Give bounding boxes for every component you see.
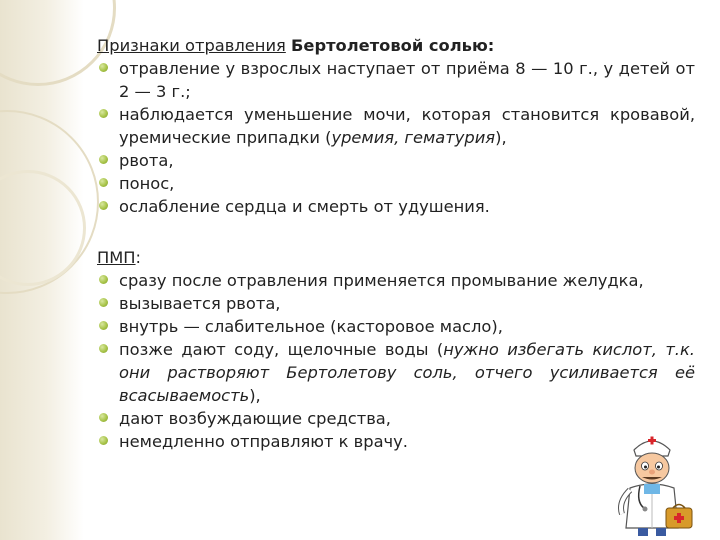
- list-item: ослабление сердца и смерть от удушения.: [97, 195, 695, 218]
- list-item: понос,: [97, 172, 695, 195]
- poisoning-signs-list: [97, 57, 695, 218]
- heading-underlined-text: ПМП: [97, 248, 136, 267]
- list-item: внутрь — слабительное (касторовое масло),: [97, 315, 695, 338]
- list-item: вызывается рвота,: [97, 292, 695, 315]
- italic-note: нужно избегать кислот, т.к. они растворяют Бертолетову соль, отчего усиливается её всасываемость: [119, 340, 695, 405]
- list-item: позже дают соду, щелочные воды (нужно избегать кислот, т.к. они растворяют Бертолетову соль, отчего усиливается её всасываемость),: [97, 338, 695, 407]
- heading-underlined-text: Признаки отравления: [97, 36, 286, 55]
- heading-bold-text: Бертолетовой солью:: [291, 36, 495, 55]
- poisoning-signs-heading: [97, 34, 695, 57]
- list-item: рвота,: [97, 149, 695, 172]
- first-aid-heading: ПМП:: [97, 248, 142, 267]
- list-item: отравление у взрослых наступает от приёма 8 — 10 г., у детей от 2 — 3 г.;: [97, 57, 695, 103]
- slide-content: [97, 34, 695, 453]
- list-item: немедленно отправляют к врачу.: [97, 430, 695, 453]
- italic-terms: уремия, гематурия: [331, 128, 496, 147]
- list-item: сразу после отравления применяется промывание желудка,: [97, 269, 695, 292]
- first-aid-list: [97, 269, 695, 453]
- list-item: наблюдается уменьшение мочи, которая становится кровавой, уремические припадки (уремия, гематурия),: [97, 103, 695, 149]
- doctor-cartoon-icon: [604, 430, 700, 538]
- list-item: дают возбуждающие средства,: [97, 407, 695, 430]
- decorative-background: [0, 0, 84, 540]
